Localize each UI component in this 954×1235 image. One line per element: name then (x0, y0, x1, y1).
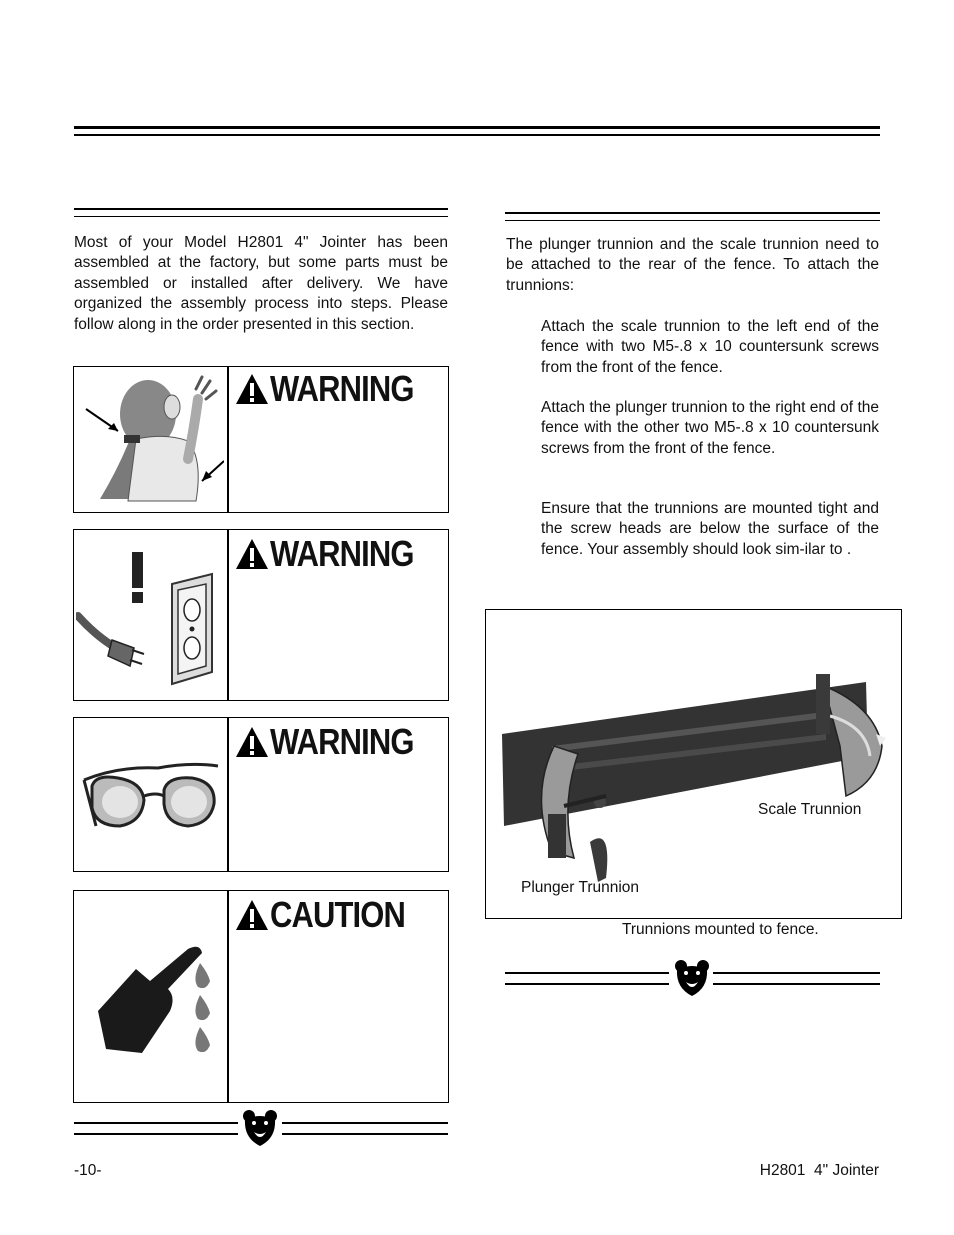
header-rule-top (74, 126, 880, 129)
divider (227, 718, 229, 871)
fence-trunnion-photo (494, 646, 894, 886)
left-end-rule-bottom-r (282, 1133, 448, 1135)
signal-header (234, 533, 437, 574)
signal-header (234, 894, 427, 935)
plunger-trunnion-label: Plunger Trunnion (521, 879, 640, 896)
header-rule-bottom (74, 134, 880, 136)
signal-word: WARNING (270, 368, 414, 409)
hand-drip-icon (88, 939, 218, 1059)
safety-glasses-icon (78, 738, 224, 854)
caution-box-drip (73, 890, 449, 1103)
divider (227, 891, 229, 1102)
warning-triangle-icon (234, 372, 270, 406)
scale-trunnion-label: Scale Trunnion (758, 801, 862, 818)
right-end-rule-top (505, 972, 669, 974)
bear-logo-icon (240, 1108, 280, 1148)
right-end-rule-bottom-r (713, 983, 880, 985)
bear-logo-icon (672, 958, 712, 998)
left-end-rule-bottom (74, 1133, 238, 1135)
right-section-rule-thick (505, 212, 880, 214)
right-intro-paragraph: The plunger trunnion and the scale trunnion need to be attached to the rear of the fence. To attach the trunnions: (506, 236, 879, 294)
left-end-rule-top-r (282, 1122, 448, 1124)
figure-frame (485, 609, 902, 919)
warning-triangle-icon (234, 537, 270, 571)
warning-box-glasses (73, 717, 449, 872)
warning-triangle-icon (234, 725, 270, 759)
signal-word: CAUTION (270, 894, 406, 935)
signal-header (234, 721, 437, 762)
figure-caption: Trunnions mounted to fence. (622, 921, 819, 938)
electrical-plug-outlet-icon (76, 544, 222, 694)
step-2: Attach the plunger trunnion to the right end of the fence with the other two M5-.8 x 10 countersunk screws from the front of the fence. (541, 399, 879, 457)
intro-paragraph: Most of your Model H2801 4" Jointer has been assembled at the factory, but some parts must be assembled or installed after delivery. We have organized the assembly process into steps. Please follow along in the order presented in this section. (74, 234, 448, 333)
left-section-rule-thin (74, 216, 448, 217)
signal-word: WARNING (270, 533, 414, 574)
left-section-rule-thick (74, 208, 448, 210)
footer-model: H2801 4" Jointer (759, 1162, 879, 1179)
step-1: Attach the scale trunnion to the left end of the fence with two M5-.8 x 10 countersunk screws from the front of the fence. (541, 318, 879, 376)
right-end-rule-top-r (713, 972, 880, 974)
signal-header (234, 368, 437, 409)
signal-word: WARNING (270, 721, 414, 762)
page-number: -10- (74, 1162, 102, 1179)
warning-box-hair (73, 366, 449, 513)
right-end-rule-bottom (505, 983, 669, 985)
long-hair-tied-back-icon (78, 369, 224, 509)
divider (227, 530, 229, 700)
right-section-rule-thin (505, 220, 880, 221)
step-3: Ensure that the trunnions are mounted tight and the screw heads are below the surface of the fence. Your assembly should look sim-ilar to . (541, 500, 879, 558)
divider (227, 367, 229, 512)
left-end-rule-top (74, 1122, 238, 1124)
warning-triangle-icon (234, 898, 270, 932)
warning-box-electrical (73, 529, 449, 701)
